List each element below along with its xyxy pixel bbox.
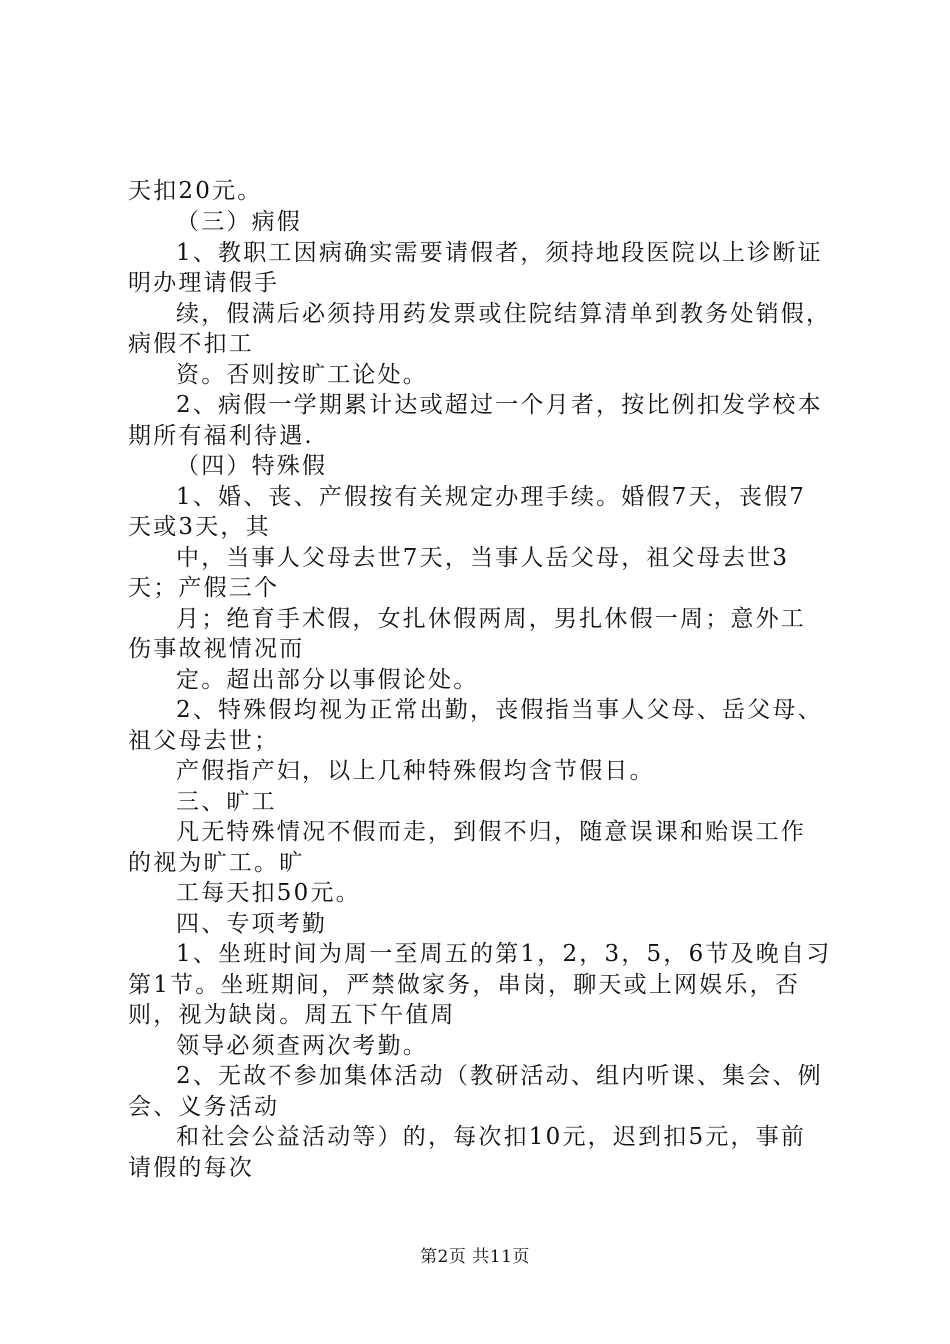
text-line: 天或3天，其	[128, 514, 271, 540]
text-line: 会、义务活动	[128, 1094, 280, 1120]
text-line: 请假的每次	[128, 1155, 254, 1181]
text-line: 的视为旷工。旷	[128, 850, 305, 876]
text-line: 产假指产妇，以上几种特殊假均含节假日。	[176, 758, 655, 784]
text-line: 和社会公益活动等）的，每次扣10元，迟到扣5元，事前	[176, 1124, 807, 1150]
text-line: 领导必须查两次考勤。	[176, 1033, 428, 1059]
text-line: 天扣20元。	[128, 178, 263, 204]
text-line: 伤事故视情况而	[128, 636, 305, 662]
text-line: 中，当事人父母去世7天，当事人岳父母，祖父母去世3	[176, 545, 790, 571]
text-line: 月；绝育手术假，女扎休假两周，男扎休假一周；意外工	[176, 606, 806, 632]
section-heading: （三）病假	[176, 209, 302, 235]
text-line: 明办理请假手	[128, 270, 280, 296]
text-line: 资。否则按旷工论处。	[176, 362, 428, 388]
text-line: 2、特殊假均视为正常出勤，丧假指当事人父母、岳父母、	[176, 697, 823, 723]
text-line: 1、婚、丧、产假按有关规定办理手续。婚假7天，丧假7	[176, 484, 807, 510]
text-line: 期所有福利待遇.	[128, 423, 314, 449]
page-number-footer: 第2页 共11页	[420, 1247, 530, 1267]
text-line: 1、教职工因病确实需要请假者，须持地段医院以上诊断证	[176, 240, 823, 266]
text-line: 2、无故不参加集体活动（教研活动、组内听课、集会、例	[176, 1063, 823, 1089]
text-line: 第1节。坐班期间，严禁做家务，串岗，聊天或上网娱乐，否	[128, 972, 801, 998]
text-line: 凡无特殊情况不假而走，到假不归，随意误课和贻误工作	[176, 819, 806, 845]
section-heading: （四）特殊假	[176, 453, 328, 479]
text-line: 天；产假三个	[128, 575, 280, 601]
text-line: 定。超出部分以事假论处。	[176, 667, 479, 693]
text-line: 祖父母去世；	[128, 728, 280, 754]
text-line: 续，假满后必须持用药发票或住院结算清单到教务处销假，	[176, 301, 832, 327]
section-heading: 三、旷工	[176, 789, 277, 815]
text-line: 则，视为缺岗。周五下午值周	[128, 1002, 456, 1028]
text-line: 1、坐班时间为周一至周五的第1，2，3，5，6节及晚自习	[176, 941, 832, 967]
text-line: 工每天扣50元。	[176, 880, 361, 906]
section-heading: 四、专项考勤	[176, 911, 328, 937]
text-line: 2、病假一学期累计达或超过一个月者，按比例扣发学校本	[176, 392, 823, 418]
text-line: 病假不扣工	[128, 331, 254, 357]
